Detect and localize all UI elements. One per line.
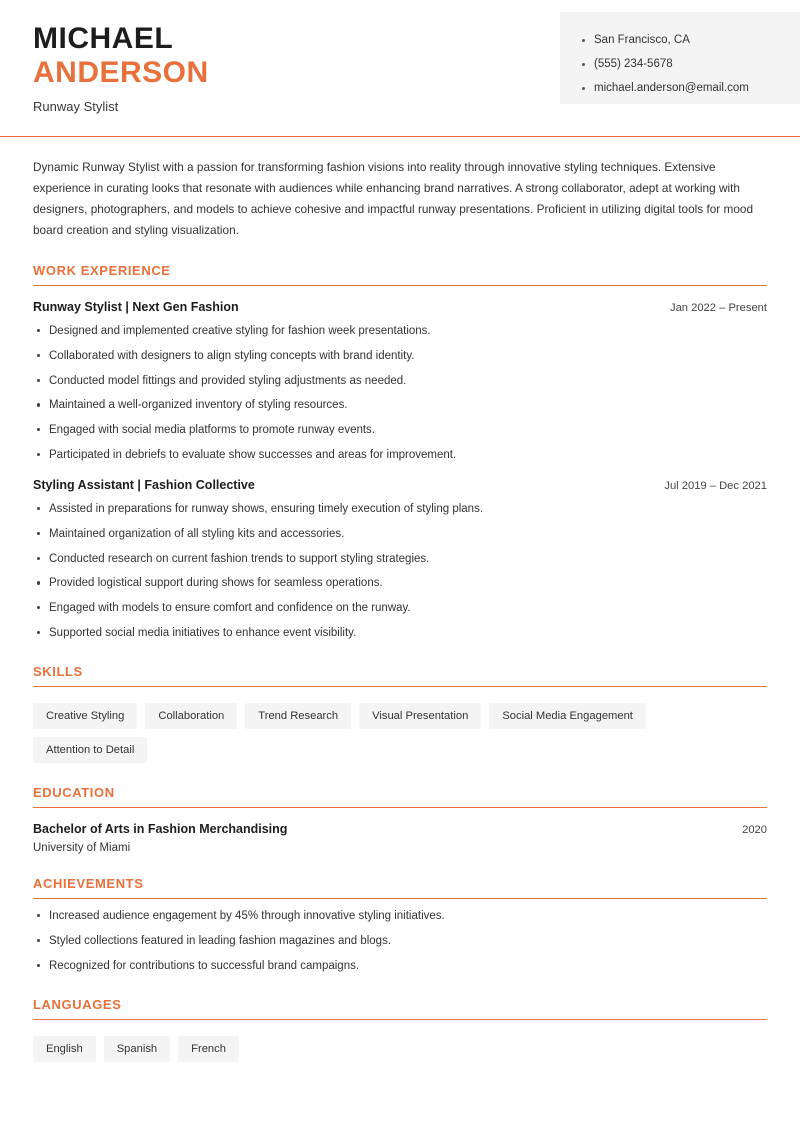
section-divider-achievements	[33, 898, 767, 899]
work-entry-header	[33, 478, 767, 492]
work-entry	[33, 478, 767, 642]
skill-chip: Attention to Detail	[33, 737, 147, 763]
contact-email[interactable]: michael.anderson@email.com	[582, 82, 790, 94]
header-identity	[0, 0, 560, 124]
skill-chip: Creative Styling	[33, 703, 137, 729]
list-item: Designed and implemented creative styling for fashion week presentations.	[33, 323, 767, 340]
work-dates: Jan 2022 – Present	[669, 302, 767, 315]
list-item: Supported social media initiatives to enhance event visibility.	[33, 625, 767, 642]
contact-panel	[560, 12, 800, 104]
list-item: Assisted in preparations for runway shows, ensuring timely execution of styling plans.	[33, 501, 767, 518]
list-item: Engaged with models to ensure comfort and confidence on the runway.	[33, 600, 767, 617]
header-divider	[0, 136, 800, 137]
list-item: Collaborated with designers to align styling concepts with brand identity.	[33, 348, 767, 365]
section-skills	[33, 664, 767, 763]
job-title: Runway Stylist	[33, 99, 119, 115]
section-divider-education	[33, 807, 767, 808]
section-title-achievements: ACHIEVEMENTS	[33, 876, 144, 892]
list-item: Provided logistical support during shows for seamless operations.	[33, 575, 767, 592]
work-bullets	[33, 323, 767, 464]
work-bullets	[33, 501, 767, 642]
section-title-work: WORK EXPERIENCE	[33, 263, 171, 279]
achievements-list	[33, 908, 767, 975]
list-item: Engaged with social media platforms to promote runway events.	[33, 422, 767, 439]
education-school: University of Miami	[33, 842, 131, 855]
section-title-languages: LANGUAGES	[33, 996, 122, 1012]
section-title-skills: SKILLS	[33, 664, 83, 680]
language-chip: English	[33, 1036, 96, 1062]
list-item: Conducted research on current fashion trends to support styling strategies.	[33, 551, 767, 568]
section-education	[33, 785, 767, 854]
work-entry-header	[33, 300, 767, 314]
list-item: Recognized for contributions to successful brand campaigns.	[33, 958, 767, 975]
language-chip: French	[178, 1036, 239, 1062]
contact-phone: (555) 234-5678	[582, 58, 790, 70]
list-item: Maintained a well-organized inventory of styling resources.	[33, 397, 767, 414]
work-dates: Jul 2019 – Dec 2021	[664, 480, 767, 493]
skills-chip-list	[33, 703, 767, 763]
section-work-experience	[33, 263, 767, 642]
section-divider-skills	[33, 686, 767, 687]
work-role: Styling Assistant | Fashion Collective	[33, 478, 255, 493]
section-title-education: EDUCATION	[33, 785, 115, 801]
list-item: Participated in debriefs to evaluate show successes and areas for improvement.	[33, 447, 767, 464]
education-entry-header	[33, 822, 767, 836]
list-item: Increased audience engagement by 45% through innovative styling initiatives.	[33, 908, 767, 925]
skill-chip: Trend Research	[245, 703, 351, 729]
contact-location: San Francisco, CA	[582, 34, 790, 46]
work-role: Runway Stylist | Next Gen Fashion	[33, 300, 239, 315]
resume-body	[0, 157, 800, 1062]
professional-summary: Dynamic Runway Stylist with a passion for transforming fashion visions into reality through innovative styling techniques. Extensive experience in curating looks that resonate with audiences while enhancing brand narratives. A strong collaborator, adept at working with designers, photographers, and models to achieve cohesive and impactful runway presentations. Proficient in utilizing digital tools for mood board creation and styling visualization.	[33, 160, 754, 238]
last-name: ANDERSON	[33, 55, 209, 89]
skill-chip: Social Media Engagement	[489, 703, 646, 729]
work-entry	[33, 300, 767, 464]
list-item: Maintained organization of all styling kits and accessories.	[33, 526, 767, 543]
first-name: MICHAEL	[33, 22, 174, 55]
section-divider-languages	[33, 1019, 767, 1020]
resume-header	[0, 0, 800, 124]
section-divider-work	[33, 285, 767, 286]
languages-chip-list	[33, 1036, 767, 1062]
education-degree: Bachelor of Arts in Fashion Merchandising	[33, 822, 288, 837]
section-achievements	[33, 876, 767, 975]
skill-chip: Collaboration	[145, 703, 237, 729]
list-item: Styled collections featured in leading fashion magazines and blogs.	[33, 933, 767, 950]
language-chip: Spanish	[104, 1036, 170, 1062]
education-entry	[33, 822, 767, 854]
list-item: Conducted model fittings and provided styling adjustments as needed.	[33, 373, 767, 390]
education-year: 2020	[742, 824, 767, 837]
section-languages	[33, 997, 767, 1062]
skill-chip: Visual Presentation	[359, 703, 481, 729]
